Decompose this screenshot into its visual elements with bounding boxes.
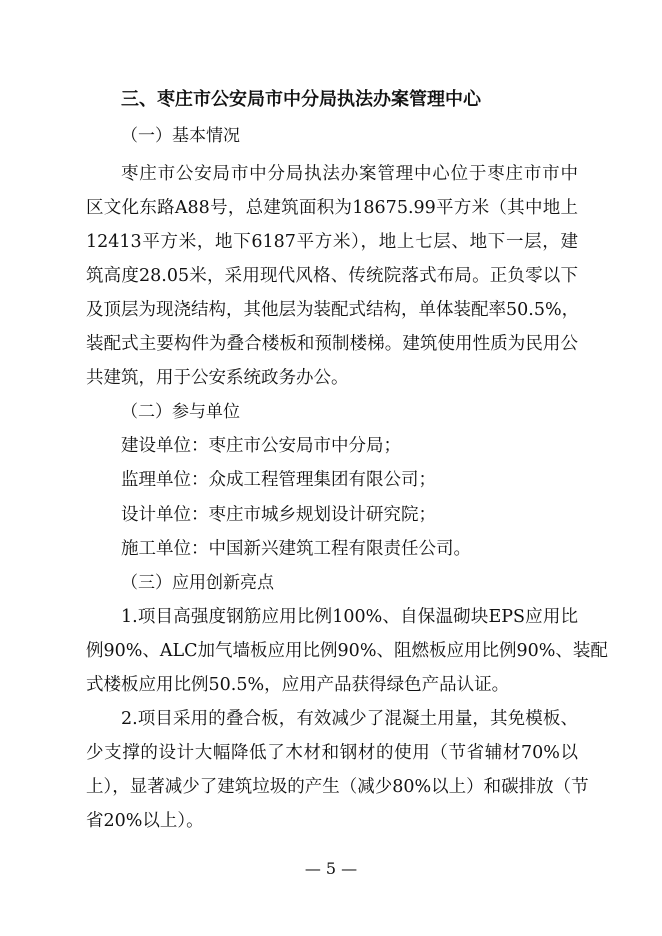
paragraph-line: 筑高度28.05米，采用现代风格、传统院落式布局。正负零以下 (86, 266, 578, 286)
paragraph-line: 上），显著减少了建筑垃圾的产生（减少80%以上）和碳排放（节 (86, 777, 589, 797)
participant-line: 监理单位：众成工程管理集团有限公司； (121, 470, 436, 490)
participant-line: 设计单位：枣庄市城乡规划设计研究院； (121, 505, 436, 525)
paragraph-line: 1.项目高强度钢筋应用比例100%、自保温砌块EPS应用比 (121, 607, 578, 627)
heading-participants: （二）参与单位 (121, 402, 240, 422)
paragraph-line: 12413平方米，地下6187平方米），地上七层、地下一层，建 (86, 232, 578, 252)
section-title: 三、枣庄市公安局市中分局执法办案管理中心 (121, 89, 481, 110)
paragraph-line: 枣庄市公安局市中分局执法办案管理中心位于枣庄市市中 (121, 164, 578, 184)
paragraph-line: 2.项目采用的叠合板，有效减少了混凝土用量，其免模板、 (121, 709, 578, 729)
paragraph-line: 装配式主要构件为叠合楼板和预制楼梯。建筑使用性质为民用公 (86, 334, 578, 354)
paragraph-line: 及顶层为现浇结构，其他层为装配式结构，单体装配率50.5%， (86, 300, 580, 320)
paragraph-line: 省20%以上）。 (86, 811, 204, 831)
participant-line: 施工单位：中国新兴建筑工程有限责任公司。 (121, 539, 471, 559)
paragraph-line: 少支撑的设计大幅降低了木材和钢材的使用（节省辅材70%以 (86, 743, 578, 763)
heading-basic-info: （一）基本情况 (121, 126, 240, 146)
paragraph-line: 例90%、ALC加气墙板应用比例90%、阻燃板应用比例90%、装配 (86, 641, 608, 661)
paragraph-line: 区文化东路A88号，总建筑面积为18675.99平方米（其中地上 (86, 198, 578, 218)
heading-innovations: （三）应用创新亮点 (121, 573, 274, 593)
paragraph-line: 式楼板应用比例50.5%，应用产品获得绿色产品认证。 (86, 675, 510, 695)
participant-line: 建设单位：枣庄市公安局市中分局； (121, 436, 401, 456)
paragraph-line: 共建筑，用于公安系统政务办公。 (86, 368, 349, 388)
page-number: — 5 — (304, 859, 358, 878)
